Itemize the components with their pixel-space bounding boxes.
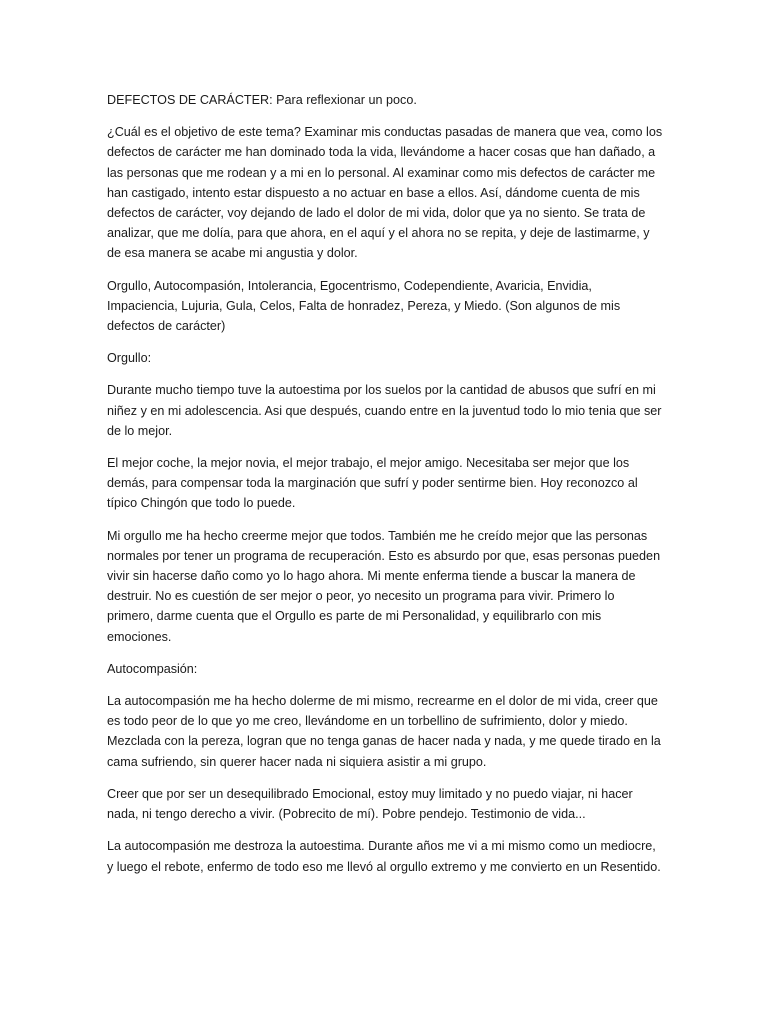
autocompasion-paragraph: Creer que por ser un desequilibrado Emocional, estoy muy limitado y no puedo viajar, ni hacer nada, ni tengo derecho a vivir. (Pobrecito de mí). Pobre pendejo. Testimonio de vida...: [107, 786, 633, 822]
intro-paragraph: ¿Cuál es el objetivo de este tema? Examinar mis conductas pasadas de manera que vea, como los defectos de carácter me han dominado toda la vida, llevándome a hacer cosas que han dañado, a las personas que me rodean y a mi en lo personal. Al examinar como mis defectos de carácter me han castigado, intento estar dispuesto a no actuar en base a ellos. Así, dándome cuenta de mis defectos de carácter, voy dejando de lado el dolor de mi vida, dolor que ya no siento. Se trata de analizar, que me dolía, para que ahora, en el aquí y el ahora no se repita, y deje de lastimarme, y de esa manera se acabe mi angustia y dolor.: [107, 125, 663, 261]
section-heading-orgullo: Orgullo:: [107, 351, 152, 366]
orgullo-paragraph: El mejor coche, la mejor novia, el mejor trabajo, el mejor amigo. Necesitaba ser mejor que los demás, para compensar toda la marginación que sufrí y poder sentirme bien. Hoy reconozco al típico Chingón que todo lo puede.: [107, 456, 638, 511]
defects-list-paragraph: Orgullo, Autocompasión, Intolerancia, Egocentrismo, Codependiente, Avaricia, Envidia, Impaciencia, Lujuria, Gula, Celos, Falta de honradez, Pereza, y Miedo. (Son algunos de mis defectos de carácter): [107, 278, 621, 334]
autocompasion-paragraph: La autocompasión me ha hecho dolerme de mi mismo, recrearme en el dolor de mi vida, creer que es todo peor de lo que yo me creo, llevándome en un torbellino de sufrimiento, dolor y miedo. Mezclada con la pereza, logran que no tenga ganas de hacer nada y nada, y me quede tirado en la cama sufriendo, sin querer hacer nada ni siquiera asistir a mi grupo.: [107, 694, 661, 769]
document-body: [107, 90, 663, 889]
orgullo-paragraph: Mi orgullo me ha hecho creerme mejor que todos. También me he creído mejor que las personas normales por tener un programa de recuperación. Esto es absurdo por que, esas personas pueden vivir sin hacerse daño como yo lo hago ahora. Mi mente enferma tiende a buscar la manera de destruir. No es cuestión de ser mejor o peor, yo necesito un programa para vivir. Primero lo primero, darme cuenta que el Orgullo es parte de mi Personalidad, y equilibrarlo con mis emociones.: [107, 528, 661, 644]
autocompasion-paragraph: La autocompasión me destroza la autoestima. Durante años me vi a mi mismo como un mediocre, y luego el rebote, enfermo de todo eso me llevó al orgullo extremo y me convierto en un Resentido.: [107, 839, 661, 874]
orgullo-paragraph: Durante mucho tiempo tuve la autoestima por los suelos por la cantidad de abusos que sufrí en mi niñez y en mi adolescencia. Asi que después, cuando entre en la juventud todo lo mio tenia que ser de lo mejor.: [107, 383, 662, 438]
section-heading-autocompasion: Autocompasión:: [107, 661, 198, 676]
document-title: DEFECTOS DE CARÁCTER: Para reflexionar un poco.: [107, 93, 417, 107]
